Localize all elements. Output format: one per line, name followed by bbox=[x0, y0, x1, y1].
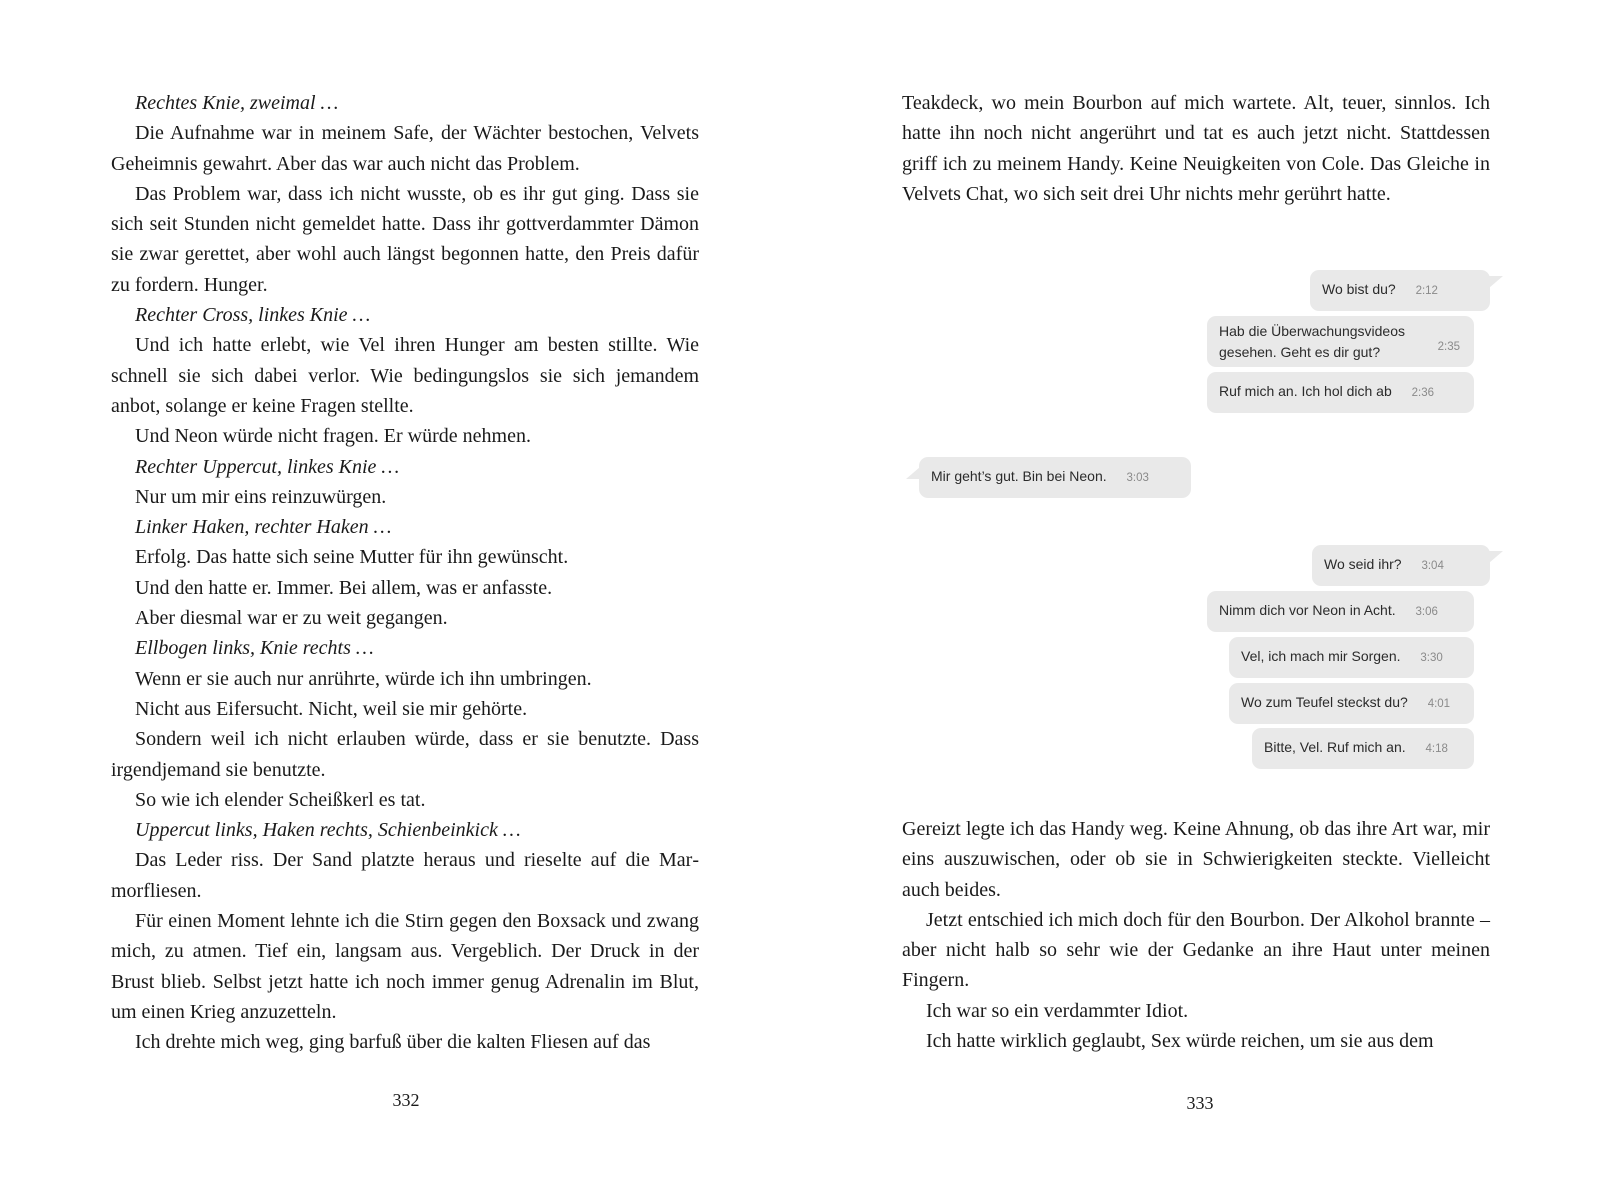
paragraph: Nur um mir eins reinzuwürgen. bbox=[135, 485, 387, 508]
paragraph: Teakdeck, wo mein Bourbon auf mich wartete. Alt, teuer, sinnlos. Ich hatte ihn noch nicht angerührt und tat es auch jetzt nicht. Stattdessen griff ich zu meinem Handy. Keine Neuigkeiten von Cole. Das Gleiche in Velvets Chat, wo sich seit drei Uhr nichts mehr gerührt hatte. bbox=[902, 92, 1490, 205]
chat-screenshot bbox=[902, 270, 1490, 780]
message-text: Wo zum Teufel steckst du? bbox=[1241, 694, 1408, 710]
right-page-top bbox=[902, 88, 1490, 209]
paragraph: Rechter Uppercut, linkes Knie … bbox=[135, 455, 400, 478]
paragraph: Gereizt legte ich das Handy weg. Keine Ahnung, ob das ihre Art war, mir eins auszuwischen, oder ob sie in Schwierigkeiten steckte. Vielleicht auch beides. bbox=[902, 818, 1490, 901]
message-time: 4:18 bbox=[1425, 743, 1448, 755]
paragraph: Das Leder riss. Der Sand platzte heraus und rieselte auf die Marmorfliesen. bbox=[111, 849, 699, 902]
paragraph: Und ich hatte erlebt, wie Vel ihren Hunger am besten stillte. Wie schnell sie sich dabei verlor. Wie bedingungslos sie sich jemandem anbot, solange er keine Fragen stellte. bbox=[111, 334, 699, 417]
chat-bubble-sent bbox=[1207, 316, 1474, 367]
paragraph: Erfolg. Das hatte sich seine Mutter für ihn gewünscht. bbox=[135, 546, 569, 569]
paragraph: Wenn er sie auch nur anrührte, würde ich ihn umbringen. bbox=[135, 667, 592, 690]
chat-bubble-sent bbox=[1312, 545, 1490, 586]
paragraph: Und Neon würde nicht fragen. Er würde nehmen. bbox=[135, 425, 531, 448]
chat-bubble-sent bbox=[1229, 683, 1474, 724]
paragraph: Linker Haken, rechter Haken … bbox=[135, 516, 392, 539]
paragraph: So wie ich elender Scheißkerl es tat. bbox=[135, 788, 426, 811]
paragraph: Ich hatte wirklich geglaubt, Sex würde reichen, um sie aus dem bbox=[926, 1030, 1434, 1053]
message-text: Vel, ich mach mir Sorgen. bbox=[1241, 648, 1401, 664]
message-text: Nimm dich vor Neon in Acht. bbox=[1219, 602, 1396, 618]
paragraph: Das Problem war, dass ich nicht wusste, ob es ihr gut ging. Dass sie sich seit Stunden nicht gemeldet hatte. Dass ihr gottverdammter Dämon sie zwar gerettet, aber wohl auch längst begonnen hatte, den Preis dafür zu fordern. Hunger. bbox=[111, 182, 699, 296]
message-time: 2:12 bbox=[1415, 285, 1438, 297]
message-time: 2:35 bbox=[1437, 341, 1460, 353]
chat-bubble-sent bbox=[1229, 637, 1474, 678]
paragraph: Nicht aus Eifersucht. Nicht, weil sie mir gehörte. bbox=[135, 697, 528, 720]
paragraph: Für einen Moment lehnte ich die Stirn gegen den Boxsack und zwang mich, zu atmen. Tief ein, langsam aus. Vergeblich. Der Druck in der Brust blieb. Selbst jetzt hatte ich noch immer genug Adrenalin im Blut, um einen Krieg anzuzetteln. bbox=[111, 910, 699, 1023]
message-text: Mir geht’s gut. Bin bei Neon. bbox=[931, 468, 1107, 484]
paragraph: Ich drehte mich weg, ging barfuß über die kalten Fliesen auf das bbox=[135, 1031, 651, 1054]
chat-bubble-received bbox=[919, 457, 1191, 498]
paragraph: Aber diesmal war er zu weit gegangen. bbox=[135, 607, 448, 630]
message-text: Wo bist du? bbox=[1322, 281, 1396, 297]
message-time: 3:06 bbox=[1415, 606, 1438, 618]
paragraph: Und den hatte er. Immer. Bei allem, was er anfasste. bbox=[135, 576, 553, 599]
paragraph: Sondern weil ich nicht erlauben würde, dass er sie benutzte. Dass irgendjemand sie benutzte. bbox=[111, 728, 699, 781]
paragraph: Ellbogen links, Knie rechts … bbox=[135, 637, 374, 660]
message-time: 3:30 bbox=[1420, 652, 1443, 664]
message-text: Bitte, Vel. Ruf mich an. bbox=[1264, 739, 1406, 755]
page-number: 332 bbox=[392, 1090, 420, 1110]
right-page-bottom bbox=[902, 814, 1490, 1056]
left-page bbox=[111, 88, 699, 1058]
message-time: 3:03 bbox=[1126, 472, 1149, 484]
message-time: 2:36 bbox=[1411, 387, 1435, 399]
message-text: Wo seid ihr? bbox=[1324, 556, 1402, 572]
page-number: 333 bbox=[1186, 1093, 1214, 1113]
chat-bubble-sent bbox=[1207, 372, 1474, 413]
chat-bubble-sent bbox=[1252, 728, 1474, 769]
paragraph: Uppercut links, Haken rechts, Schienbeinkick … bbox=[135, 819, 521, 842]
message-text: Hab die Überwachungsvideos gesehen. Geht es dir gut? bbox=[1219, 323, 1405, 360]
paragraph: Rechter Cross, linkes Knie … bbox=[135, 304, 371, 327]
message-text: Ruf mich an. Ich hol dich ab bbox=[1219, 383, 1392, 399]
paragraph: Jetzt entschied ich mich doch für den Bourbon. Der Alkohol brannte – aber nicht halb so sehr wie der Gedanke an ihre Haut unter meinen Fingern. bbox=[902, 908, 1490, 992]
paragraph: Ich war so ein verdammter Idiot. bbox=[926, 999, 1189, 1022]
chat-bubble-sent bbox=[1310, 270, 1490, 311]
message-time: 3:04 bbox=[1421, 560, 1444, 572]
paragraph: Rechtes Knie, zweimal … bbox=[135, 92, 339, 114]
paragraph: Die Aufnahme war in meinem Safe, der Wächter bestochen, Velvets Geheimnis gewahrt. Aber das war auch nicht das Problem. bbox=[111, 122, 699, 175]
chat-bubble-sent bbox=[1207, 591, 1474, 632]
message-time: 4:01 bbox=[1427, 698, 1451, 710]
